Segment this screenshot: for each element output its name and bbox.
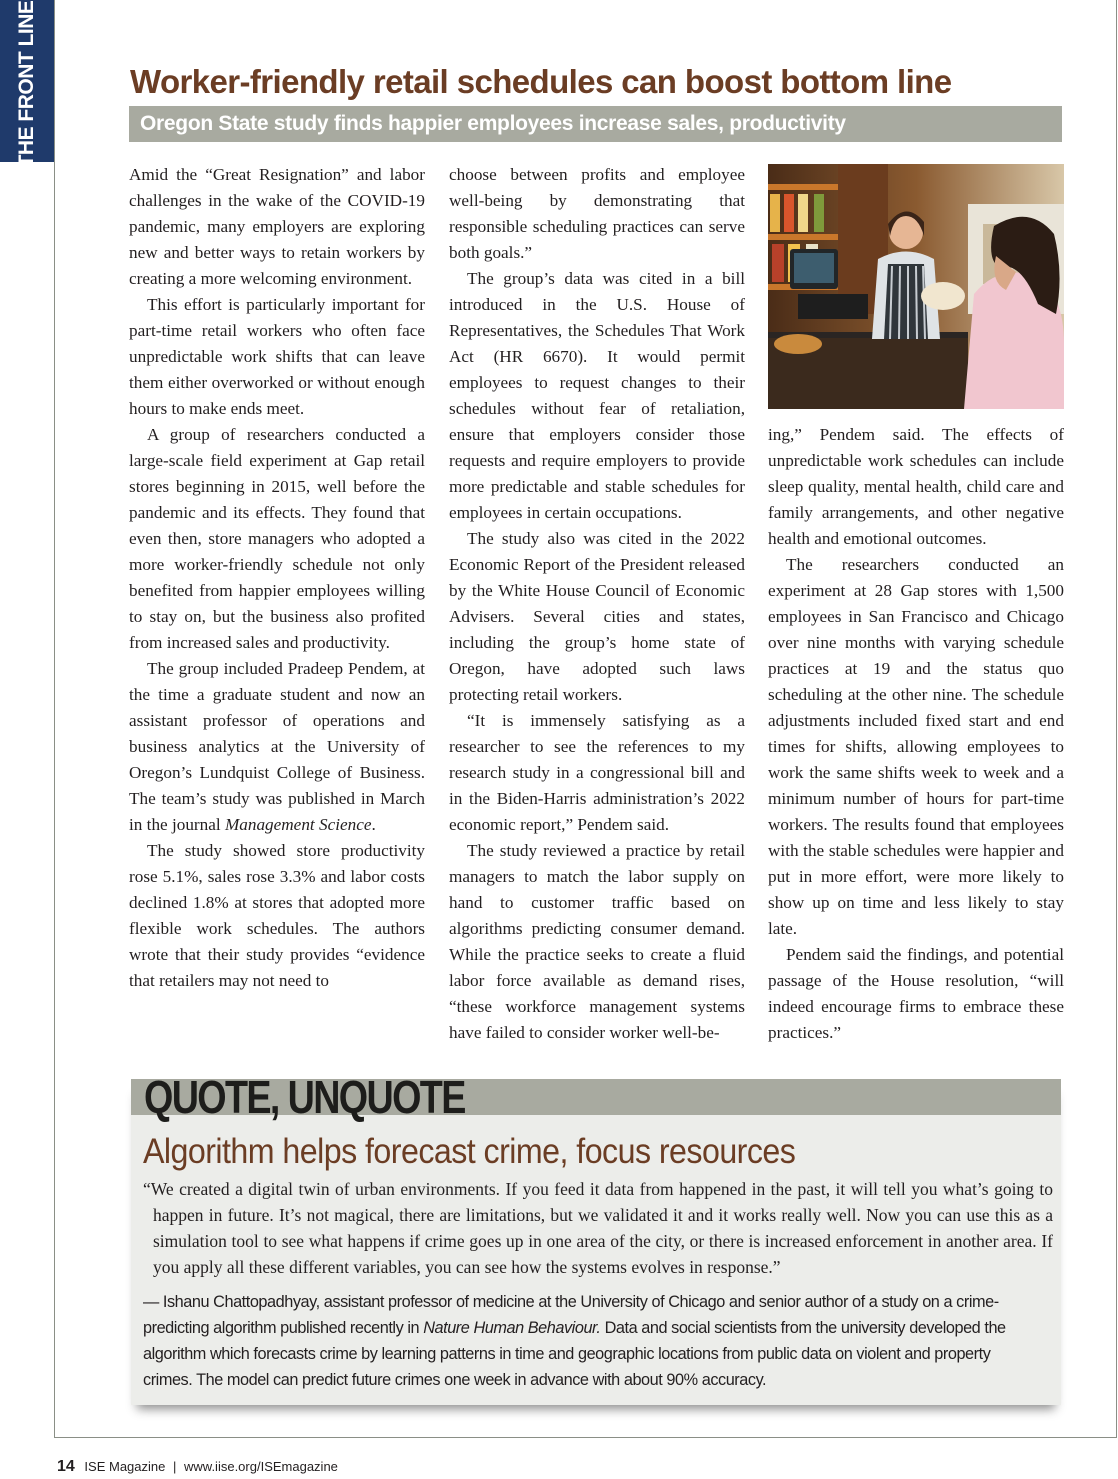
paragraph: Amid the “Great Resignation” and labor challenges in the wake of the COVID-19 pandemic, many employers are exploring new and better ways to retain workers by creating a more welcoming environment. <box>129 165 425 288</box>
quote-box-title: Algorithm helps forecast crime, focus resources <box>143 1132 796 1171</box>
magazine-name: ISE Magazine <box>84 1459 166 1474</box>
store-checkout-photo <box>768 164 1064 409</box>
paragraph: This effort is particularly important for part-time retail workers who often face unpredictable work shifts that can leave them either overworked or without enough hours to make ends meet. <box>129 295 425 418</box>
quote-text: “We created a digital twin of urban environments. If you feed it data from happened in the past, it will tell you what’s going to happen in future. It’s not magical, there are limitations, but we validated it and it works really well. Now you can use this as a simulation tool to see what happens if crime goes up in one area of the city, or there is increased enforcement in another area. If you apply all these different variables, you can see how the systems evolves in response.” <box>143 1179 1053 1277</box>
magazine-url: www.iise.org/ISEmagazine <box>184 1459 338 1474</box>
quote-box-header-label: QUOTE, UNQUOTE <box>144 1071 465 1123</box>
article-column-1 <box>129 162 425 994</box>
journal-name: Management Science <box>224 815 372 834</box>
page-number: 14 <box>57 1458 75 1475</box>
article-column-2 <box>449 162 745 1046</box>
quote-unquote-box <box>131 1071 1061 1405</box>
section-tab-label: THE FRONT LINE <box>15 0 38 168</box>
paragraph: The study reviewed a practice by retail managers to match the labor supply on hand to customer traffic based on algorithms predicting consumer demand. While the practice seeks to create a fluid labor force available as demand rises, “these workforce management systems have failed to consider worker well-be- <box>449 841 745 1042</box>
section-tab <box>0 0 54 168</box>
paragraph: The study showed store productivity rose 5.1%, sales rose 3.3% and labor costs declined 1.8% at stores that adopted more flexible work schedules. The authors wrote that their study provides “evidence that retailers may not need to <box>129 841 425 990</box>
paragraph: “It is immensely satisfying as a researcher to see the references to my research study in a congressional bill and in the Biden-Harris administration’s 2022 economic report,” Pendem said. <box>449 711 745 834</box>
paragraph: Pendem said the findings, and potential passage of the House resolution, “will indeed encourage firms to embrace these practices.” <box>768 945 1064 1042</box>
journal-name: Nature Human Behaviour. <box>423 1319 601 1337</box>
article-column-3 <box>768 422 1064 1046</box>
attribution-text: — Ishanu Chattopadhyay, assistant professor of medicine at the University of Chicago and senior author of a study on a crime-predicting algorithm published recently in <box>143 1293 999 1337</box>
quote-attribution <box>143 1289 1043 1393</box>
paragraph-text: The group included Pradeep Pendem, at the time a graduate student and now an assistant professor of operations and business analytics at the University of Oregon’s Lundquist College of Business. The team’s study was published in March in the journal <box>129 659 425 834</box>
quote-box-header <box>131 1071 1061 1123</box>
paragraph-end: . <box>371 815 376 834</box>
footer-separator: | <box>172 1459 177 1474</box>
subheadline-bar <box>129 106 1062 142</box>
paragraph: A group of researchers conducted a large-scale field experiment at Gap retail stores beginning in 2015, well before the pandemic and its effects. They found that even then, store managers who adopted a more worker-friendly schedule not only benefited from happier employees willing to stay on, but the business also profited from increased sales and productivity. <box>129 425 425 652</box>
paragraph: The group’s data was cited in a bill introduced in the U.S. House of Representatives, the Schedules That Work Act (HR 6670). It would permit employees to request changes to their schedules without fear of retaliation, ensure that employers consider those requests and require employers to provide more predictable and stable schedules for employees in certain occupations. <box>449 269 745 522</box>
page-footer <box>57 1458 338 1476</box>
paragraph: The study also was cited in the 2022 Economic Report of the President released by the White House Council of Economic Advisers. Several cities and states, including the group’s home state of Oregon, have adopted such laws protecting retail workers. <box>449 529 745 704</box>
paragraph: The researchers conducted an experiment at 28 Gap stores with 1,500 employees in San Francisco and Chicago over nine months with varying schedule practices at 19 and the status quo scheduling at the other nine. The schedule adjustments included fixed start and end times for shifts, allowing employees to work the same shifts week to week and a minimum number of hours for part-time workers. The results found that employees with the stable schedules were happier and put in more effort, were more likely to show up on time and less likely to stay late. <box>768 555 1064 938</box>
paragraph <box>129 656 425 838</box>
headline: Worker-friendly retail schedules can boost bottom line <box>130 63 952 100</box>
attribution-text: Data and social scientists from the university developed the algorithm which forecasts crime by learning patterns in time and geographic locations from public data on violent and property crimes. The model can predict future crimes one week in advance with about 90% accuracy. <box>143 1319 1006 1389</box>
subheadline: Oregon State study finds happier employees increase sales, productivity <box>140 112 846 135</box>
photo-illustration <box>768 164 1064 409</box>
paragraph: choose between profits and employee well-being by demonstrating that responsible scheduling practices can serve both goals.” <box>449 165 745 262</box>
paragraph: ing,” Pendem said. The effects of unpredictable work schedules can include sleep quality, mental health, child care and family arrangements, and other negative health and emotional outcomes. <box>768 425 1064 548</box>
